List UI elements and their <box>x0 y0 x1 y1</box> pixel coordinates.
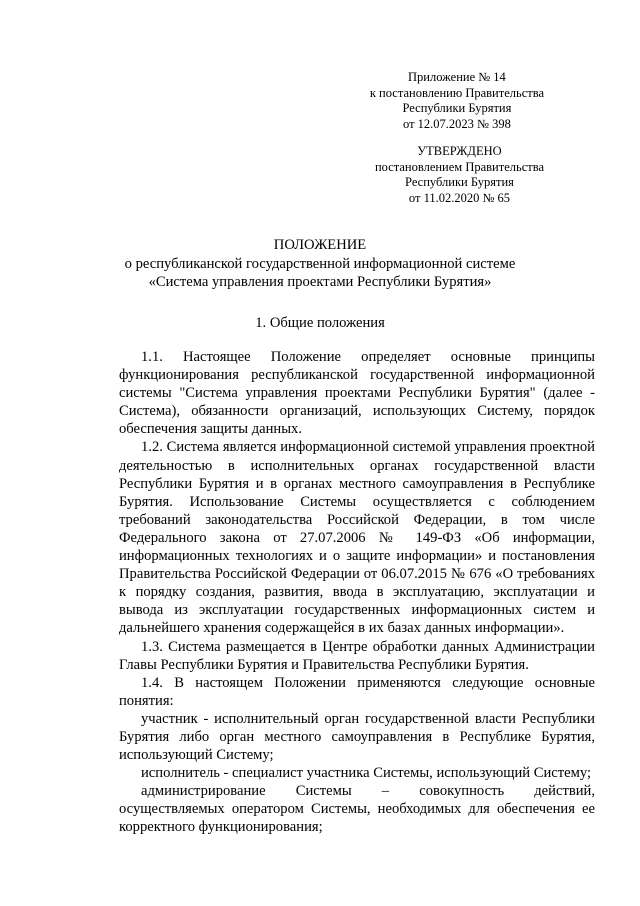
appendix-line-4: от 12.07.2023 № 398 <box>403 116 511 131</box>
paragraph-1-1: 1.1. Настоящее Положение определяет основные принципы функционирования республиканской государственной информационной системы "Система управления проектами Республики Бурятия" (далее - Система), обязанности организаций, использующих Систему, порядок обеспечения защиты данных. <box>119 349 595 438</box>
section-heading: 1. Общие положения <box>255 315 385 331</box>
document-body <box>119 348 595 837</box>
approval-stamp <box>375 144 544 206</box>
document-title <box>0 236 640 292</box>
appendix-line-1: Приложение № 14 <box>408 70 506 84</box>
title-line-3: «Система управления проектами Республики Бурятия» <box>148 274 492 290</box>
appendix-line-2: к постановлению Правительства <box>369 85 544 100</box>
appendix-line-3: Республики Бурятия <box>402 101 512 115</box>
paragraph-1-4: 1.4. В настоящем Положении применяются следующие основные понятия: <box>119 674 595 709</box>
appendix-stamp <box>370 70 544 132</box>
definition-participant: участник - исполнительный орган государственной власти Республики Бурятия либо орган местного самоуправления в Республике Бурятия, использующий Систему; <box>119 710 595 764</box>
approval-line-1: УТВЕРЖДЕНО <box>417 144 502 158</box>
title-line-2: о республиканской государственной информационной системе <box>124 255 516 272</box>
definition-administration: администрирование Системы – совокупность действий, осуществляемых оператором Системы, необходимых для обеспечения ее корректного функционирования; <box>119 783 595 836</box>
approval-line-3: Республики Бурятия <box>405 175 514 189</box>
approval-line-2: постановлением Правительства <box>374 159 544 174</box>
definition-executor: исполнитель - специалист участника Системы, использующий Систему; <box>141 765 592 782</box>
approval-line-4: от 11.02.2020 № 65 <box>408 190 511 205</box>
title-line-1: ПОЛОЖЕНИЕ <box>273 237 367 253</box>
paragraph-1-3: 1.3. Система размещается в Центре обработки данных Администрации Главы Республики Бурятия и Правительства Республики Бурятия. <box>119 638 595 673</box>
paragraph-1-2: 1.2. Система является информационной системой управления проектной деятельностью в исполнительных органах государственной власти Республики Бурятия и в органах местного самоуправления в Республике Бурятия. Использование Системы осуществляется с соблюдением требований законодательства Российской Федерации, в том числе Федерального закона от 27.07.2006 № 149-ФЗ «Об информации, информационных технологиях и о защите информации» и постановления Правительства Российской Федерации от 06.07.2015 № 676 «О требованиях к порядку создания, развития, ввода в эксплуатацию, эксплуатации и вывода из эксплуатации государственных информационных систем и дальнейшего хранения содержащейся в их базах данных информации». <box>119 439 595 637</box>
